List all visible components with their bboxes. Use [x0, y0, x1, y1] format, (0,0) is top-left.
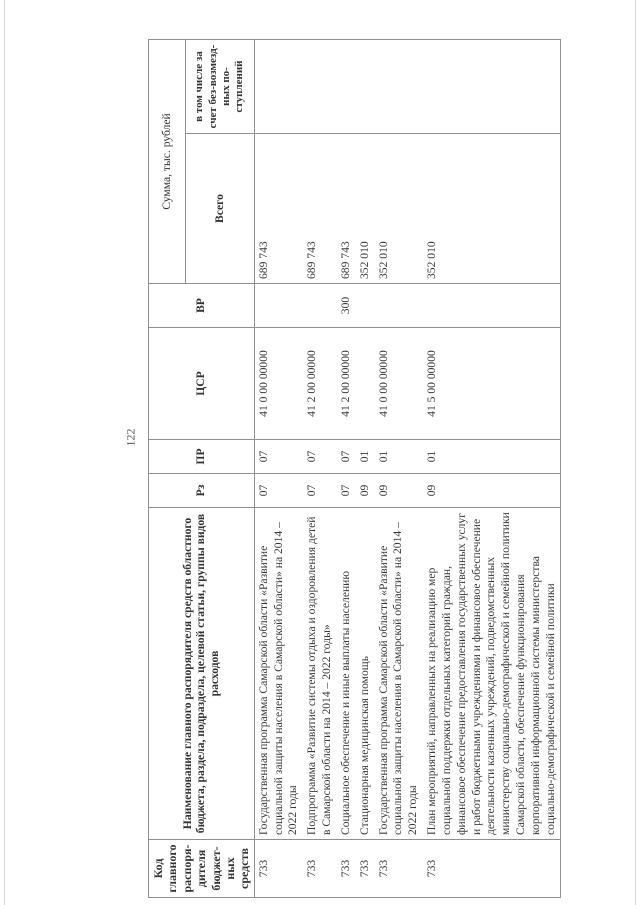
header-including: в том числе за счет без-возмезд-ных по-ступлений: [185, 40, 254, 134]
header-row-1: [149, 40, 186, 898]
header-name: Наименование главного распорядителя средств областного бюджета, раздела, подраздела, целевой статьи, группы видов расходов: [149, 508, 255, 840]
cell-csr: 41 0 00 00000: [254, 328, 303, 440]
header-total: Всего: [185, 134, 254, 284]
cell-code: 733: [423, 840, 561, 898]
cell-csr: 41 0 00 00000: [375, 328, 423, 440]
cell-including: [337, 40, 356, 134]
cell-name: Подпрограмма «Развитие системы отдыха и оздоровления детей в Самарской области на 2014 – 2022 годы»: [303, 508, 337, 840]
cell-pr: 01: [356, 440, 375, 474]
header-code: Код главного распоря-дителя бюджет-ных средств: [149, 840, 255, 898]
cell-pr: 07: [337, 440, 356, 474]
cell-name: Стационарная медицинская помощь: [356, 508, 375, 840]
header-vr: ВР: [149, 284, 255, 328]
table-row: [375, 40, 423, 898]
cell-code: 733: [337, 840, 356, 898]
cell-pr: 01: [375, 440, 423, 474]
cell-total: 352 010: [375, 134, 423, 284]
cell-code: 733: [375, 840, 423, 898]
cell-rz: 07: [303, 474, 337, 508]
cell-vr: [375, 284, 423, 328]
cell-name: Государственная программа Самарской области «Развитие социальной защиты населения в Самарской области» на 2014 – 2022 годы: [375, 508, 423, 840]
cell-including: [423, 40, 561, 134]
cell-vr: [356, 284, 375, 328]
cell-code: 733: [356, 840, 375, 898]
rotated-table-container: [148, 40, 618, 898]
cell-name: Социальное обеспечение и иные выплаты населению: [337, 508, 356, 840]
cell-pr: 01: [423, 440, 561, 474]
cell-rz: 07: [337, 474, 356, 508]
cell-total: 689 743: [303, 134, 337, 284]
header-csr: ЦСР: [149, 328, 255, 440]
page-number: 122: [123, 428, 138, 447]
cell-total: 689 743: [337, 134, 356, 284]
cell-rz: 09: [423, 474, 561, 508]
cell-including: [375, 40, 423, 134]
cell-vr: [423, 284, 561, 328]
header-rz: Рз: [149, 474, 255, 508]
table-row: [356, 40, 375, 898]
page-right-edge: [635, 0, 636, 905]
cell-including: [303, 40, 337, 134]
cell-code: 733: [254, 840, 303, 898]
header-sum-group: Сумма, тыс. рублей: [149, 40, 186, 284]
cell-total: 352 010: [356, 134, 375, 284]
table-row: [337, 40, 356, 898]
budget-table: [148, 39, 561, 898]
page-left-edge: [4, 0, 5, 905]
cell-code: 733: [303, 840, 337, 898]
cell-pr: 07: [254, 440, 303, 474]
cell-csr: 41 2 00 00000: [337, 328, 356, 440]
cell-csr: [356, 328, 375, 440]
cell-total: 689 743: [254, 134, 303, 284]
table-row: [254, 40, 303, 898]
cell-vr: 300: [337, 284, 356, 328]
header-pr: ПР: [149, 440, 255, 474]
table-row: [423, 40, 561, 898]
cell-including: [254, 40, 303, 134]
cell-rz: 07: [254, 474, 303, 508]
cell-name: Государственная программа Самарской области «Развитие социальной защиты населения в Самарской области» на 2014 – 2022 годы: [254, 508, 303, 840]
table-row: [303, 40, 337, 898]
cell-including: [356, 40, 375, 134]
cell-pr: 07: [303, 440, 337, 474]
cell-total: 352 010: [423, 134, 561, 284]
cell-csr: 41 5 00 00000: [423, 328, 561, 440]
cell-vr: [303, 284, 337, 328]
cell-vr: [254, 284, 303, 328]
cell-rz: 09: [356, 474, 375, 508]
cell-rz: 09: [375, 474, 423, 508]
cell-name: План мероприятий, направленных на реализацию мер социальной поддержки отдельных категорий граждан, финансовое обеспечение предоставления государственных услуг и работ бюджетными учреждениями и финансовое обеспечение деятельности казенных учреждений, подведомственных министерству социально-демографической и семейной политики Самарской области, обеспечение функционирования корпоративной информационной системы министерства социально-демографической и семейной политики: [423, 508, 561, 840]
cell-csr: 41 2 00 00000: [303, 328, 337, 440]
